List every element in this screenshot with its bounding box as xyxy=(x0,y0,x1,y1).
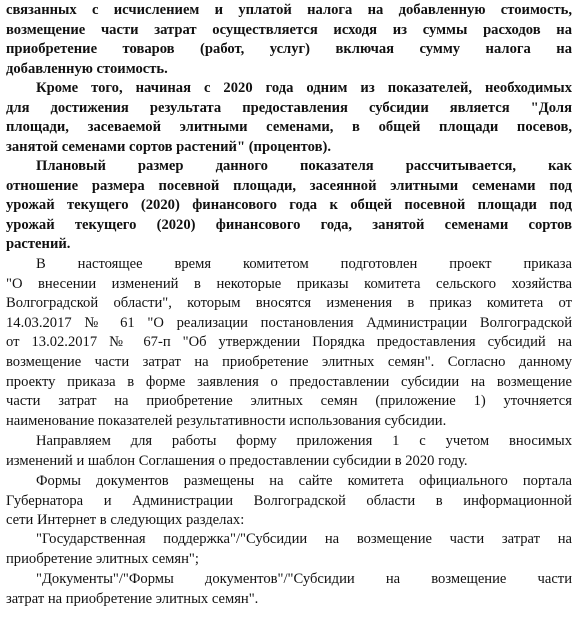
text-line: добавленную стоимость. xyxy=(6,60,168,77)
paragraph-draft-order xyxy=(6,255,572,431)
paragraph-vat-expenses xyxy=(6,1,572,79)
paragraph-planned-size xyxy=(6,157,572,255)
text-line: возмещение части затрат осуществляется исходя из суммы расходов на xyxy=(6,21,572,38)
text-line: В настоящее время комитетом подготовлен проект приказа xyxy=(36,256,572,272)
text-line: "Документы"/"Формы документов"/"Субсидии на возмещение части xyxy=(36,571,572,587)
paragraph-section-documents xyxy=(6,570,572,609)
text-line: сети Интернет в следующих разделах: xyxy=(6,512,245,529)
text-line: затрат на приобретение элитных семян". xyxy=(6,590,259,607)
text-line: для достижения результата предоставления субсидии является "Доля xyxy=(6,99,572,116)
text-line: возмещение части затрат на приобретение элитных семян". Согласно данному xyxy=(6,353,572,370)
text-line: части затрат на приобретение элитных семян (приложение 1) уточняется xyxy=(6,393,572,410)
text-line: площади, засеваемой элитными семенами, в общей площади посевов, xyxy=(6,119,572,136)
text-line: Губернатора и Администрации Волгоградской области в информационной xyxy=(6,492,572,509)
paragraph-send-form xyxy=(6,432,572,471)
paragraph-indicator-2020 xyxy=(6,79,572,157)
text-line: Волгоградской области", которым вносятся изменения в приказ комитета от xyxy=(6,295,572,312)
paragraph-section-support xyxy=(6,530,572,569)
text-line: изменений и шаблон Соглашения о предоставлении субсидии в 2020 году. xyxy=(6,452,468,469)
text-line: связанных с исчислением и уплатой налога на добавленную стоимость, xyxy=(6,2,572,18)
text-line: растений. xyxy=(6,236,71,253)
text-line: Направляем для работы форму приложения 1 с учетом вносимых xyxy=(36,433,572,449)
text-line: Формы документов размещены на сайте комитета официального портала xyxy=(36,473,572,489)
paragraph-forms-location xyxy=(6,472,572,531)
text-line: урожай текущего (2020) финансового года к общей посевной площади под xyxy=(6,197,572,214)
text-line: "Государственная поддержка"/"Субсидии на возмещение части затрат на xyxy=(36,531,572,547)
text-line: отношение размера посевной площади, засеянной элитными семенами под xyxy=(6,177,572,194)
text-line: приобретение элитных семян"; xyxy=(6,550,199,567)
text-line: наименование показателей результативности использования субсидии. xyxy=(6,412,447,429)
text-line: Кроме того, начиная с 2020 года одним из показателей, необходимых xyxy=(36,80,572,96)
text-line: занятой семенами сортов растений" (процентов). xyxy=(6,138,331,155)
text-line: "О внесении изменений в некоторые приказы комитета сельского хозяйства xyxy=(6,275,572,292)
text-line: урожай текущего (2020) финансового года, занятой семенами сортов xyxy=(6,216,572,233)
text-line: 14.03.2017 № 61 "О реализации постановления Администрации Волгоградской xyxy=(6,314,572,331)
text-line: приобретение товаров (работ, услуг) включая сумму налога на xyxy=(6,41,572,58)
text-line: от 13.02.2017 № 67-п "Об утверждении Порядка предоставления субсидий на xyxy=(6,334,572,351)
text-line: проекту приказа в форме заявления о предоставлении субсидии на возмещение xyxy=(6,373,572,390)
text-line: Плановый размер данного показателя рассчитывается, как xyxy=(36,158,572,174)
